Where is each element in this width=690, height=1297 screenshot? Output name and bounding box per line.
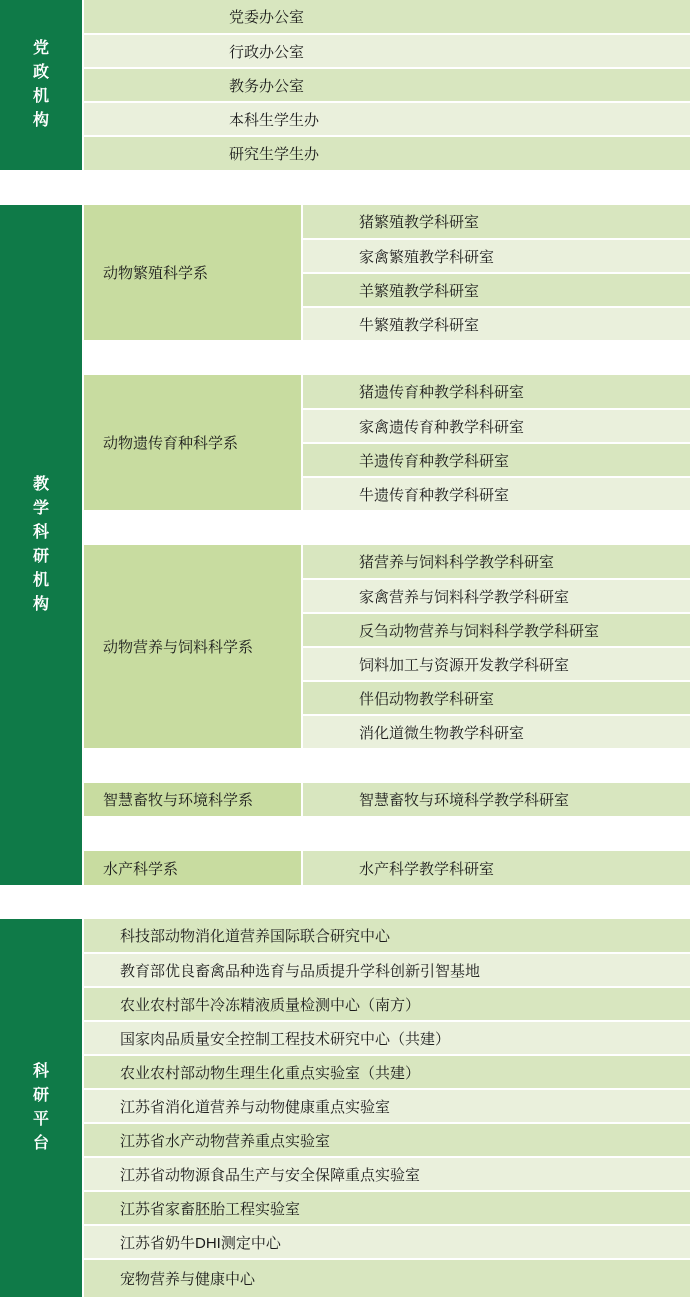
list-item: 行政办公室 xyxy=(84,35,690,67)
teaching-section xyxy=(0,205,690,885)
list-item: 江苏省奶牛DHI测定中心 xyxy=(84,1226,690,1258)
lab-row: 羊遗传育种教学科研室 xyxy=(303,444,690,476)
list-item: 国家肉品质量安全控制工程技术研究中心（共建） xyxy=(84,1022,690,1054)
lab-row: 牛繁殖教学科研室 xyxy=(303,308,690,340)
teaching-section-header xyxy=(0,205,82,885)
list-item: 科技部动物消化道营养国际联合研究中心 xyxy=(84,919,690,952)
list-item: 江苏省家畜胚胎工程实验室 xyxy=(84,1192,690,1224)
platform-section xyxy=(0,919,690,1297)
lab-row: 家禽遗传育种教学科研室 xyxy=(303,410,690,442)
lab-row: 水产科学教学科研室 xyxy=(303,851,690,885)
teaching-section-title: 教学科研机构 xyxy=(33,476,50,613)
department-cell: 动物遗传育种科学系 xyxy=(84,375,301,510)
lab-row: 家禽营养与饲料科学教学科研室 xyxy=(303,580,690,612)
lab-row: 家禽繁殖教学科研室 xyxy=(303,240,690,272)
lab-row: 羊繁殖教学科研室 xyxy=(303,274,690,306)
lab-row: 饲料加工与资源开发教学科研室 xyxy=(303,648,690,680)
list-item: 教务办公室 xyxy=(84,69,690,101)
list-item: 农业农村部牛冷冻精液质量检测中心（南方） xyxy=(84,988,690,1020)
department-cell: 水产科学系 xyxy=(84,851,301,885)
party-section-header xyxy=(0,0,82,170)
list-item: 江苏省消化道营养与动物健康重点实验室 xyxy=(84,1090,690,1122)
lab-row: 反刍动物营养与饲料科学教学科研室 xyxy=(303,614,690,646)
lab-row: 猪遗传育种教学科科研室 xyxy=(303,375,690,408)
department-cell: 动物营养与饲料科学系 xyxy=(84,545,301,748)
list-item: 农业农村部动物生理生化重点实验室（共建） xyxy=(84,1056,690,1088)
platform-section-header xyxy=(0,919,82,1297)
lab-row: 消化道微生物教学科研室 xyxy=(303,716,690,748)
lab-row: 智慧畜牧与环境科学教学科研室 xyxy=(303,783,690,816)
department-cell: 智慧畜牧与环境科学系 xyxy=(84,783,301,816)
lab-row: 伴侣动物教学科研室 xyxy=(303,682,690,714)
list-item: 江苏省动物源食品生产与安全保障重点实验室 xyxy=(84,1158,690,1190)
lab-row: 猪营养与饲料科学教学科研室 xyxy=(303,545,690,578)
lab-row: 猪繁殖教学科研室 xyxy=(303,205,690,238)
list-item: 教育部优良畜禽品种选育与品质提升学科创新引智基地 xyxy=(84,954,690,986)
platform-section-title: 科研平台 xyxy=(33,1063,50,1152)
party-section xyxy=(0,0,690,170)
list-item: 江苏省水产动物营养重点实验室 xyxy=(84,1124,690,1156)
lab-row: 牛遗传育种教学科研室 xyxy=(303,478,690,510)
list-item: 本科生学生办 xyxy=(84,103,690,135)
department-cell: 动物繁殖科学系 xyxy=(84,205,301,340)
list-item: 宠物营养与健康中心 xyxy=(84,1260,690,1297)
list-item: 党委办公室 xyxy=(84,0,690,33)
party-section-title: 党政机构 xyxy=(33,40,50,129)
list-item: 研究生学生办 xyxy=(84,137,690,170)
